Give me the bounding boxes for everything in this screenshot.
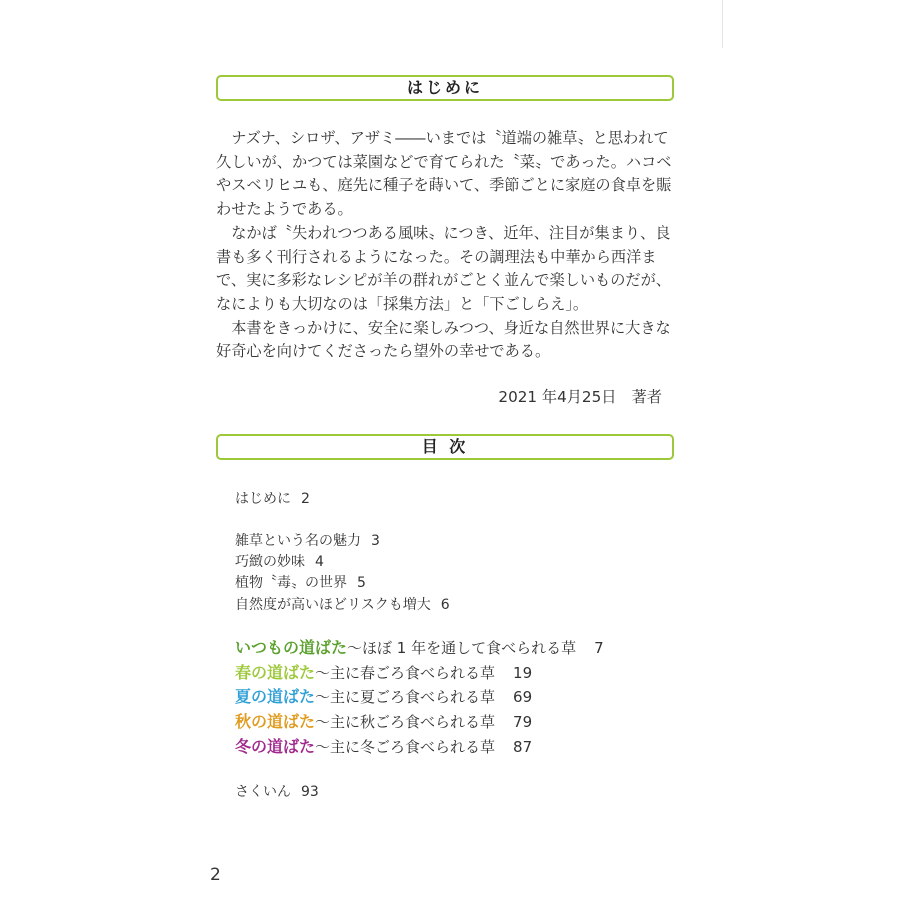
toc-entry-label: 自然度が高いほどリスクも増大 xyxy=(235,597,431,613)
toc-entry-page: 7 xyxy=(594,639,604,657)
toc-season-entry[interactable] xyxy=(235,736,532,758)
toc-entry-label: 植物〝毒〟の世界 xyxy=(235,575,347,591)
toc-entry-page: 79 xyxy=(513,713,533,731)
season-name: いつもの道ばた xyxy=(235,638,348,657)
toc-entry-intro[interactable] xyxy=(235,489,310,509)
toc-entry-page: 6 xyxy=(440,597,450,613)
toc-entry-page: 4 xyxy=(315,554,324,570)
toc-entry-page: 2 xyxy=(301,491,310,507)
intro-paragraph-2: なかば〝失われつつある風味〟につき、近年、注目が集まり、良書も多く刊行されるようになった。その調理法も中華から西洋まで、実に多彩なレシピが羊の群れがごとく並んで楽しいものだが、なによりも大切なのは「採集方法」と「下ごしらえ」。 xyxy=(216,223,671,313)
season-name: 春の道ばた xyxy=(235,663,316,682)
season-name: 秋の道ばた xyxy=(235,712,316,731)
toc-season-entry[interactable] xyxy=(235,686,532,708)
intro-paragraph-3: 本書をきっかけに、安全に楽しみつつ、身近な自然世界に大きな好奇心を向けてくださったら望外の幸せである。 xyxy=(216,318,671,361)
toc-entry-page: 5 xyxy=(357,575,366,591)
toc-entry-basic[interactable] xyxy=(235,573,366,593)
toc-entry-basic[interactable] xyxy=(235,595,450,615)
toc-entry-label: はじめに xyxy=(235,491,291,507)
toc-entry-basic[interactable] xyxy=(235,552,324,572)
intro-body xyxy=(216,127,678,364)
intro-section-header xyxy=(216,75,674,101)
season-name: 冬の道ばた xyxy=(235,737,316,756)
season-subtitle: ～主に春ごろ食べられる草 xyxy=(315,664,496,682)
toc-entry-page: 93 xyxy=(301,784,319,800)
season-subtitle: ～主に冬ごろ食べられる草 xyxy=(315,738,496,756)
toc-title: 目 次 xyxy=(421,437,469,456)
intro-paragraph-1: ナズナ、シロザ、アザミ――いまでは〝道端の雑草〟と思われて久しいが、かつては菜園などで育てられた〝菜〟であった。ハコベやスベリヒユも、庭先に種子を蒔いて、季節ごとに家庭の食卓を賑わせたようである。 xyxy=(216,129,672,219)
season-name: 夏の道ばた xyxy=(235,687,316,706)
season-subtitle: ～主に夏ごろ食べられる草 xyxy=(315,688,496,706)
toc-season-entry[interactable] xyxy=(235,711,532,733)
toc-entry-page: 19 xyxy=(513,664,533,682)
toc-entry-page: 3 xyxy=(371,533,380,549)
page-number: 2 xyxy=(210,865,221,885)
season-subtitle: ～ほぼ 1 年を通して食べられる草 xyxy=(347,639,577,657)
season-subtitle: ～主に秋ごろ食べられる草 xyxy=(315,713,496,731)
toc-entry-label: 巧緻の妙味 xyxy=(235,554,305,570)
toc-section-header xyxy=(216,434,674,460)
toc-entry-index[interactable] xyxy=(235,782,319,802)
toc-season-entry[interactable] xyxy=(235,662,532,684)
page-fold-line xyxy=(722,0,723,48)
toc-entry-basic[interactable] xyxy=(235,531,380,551)
toc-entry-label: 雑草という名の魅力 xyxy=(235,533,361,549)
toc-entry-label: さくいん xyxy=(235,784,291,800)
toc-entry-page: 87 xyxy=(513,738,533,756)
intro-signature: 2021 年4月25日 著者 xyxy=(498,388,662,406)
toc-season-entry[interactable] xyxy=(235,637,604,659)
toc-entry-page: 69 xyxy=(513,688,533,706)
intro-title: はじめに xyxy=(406,78,483,97)
